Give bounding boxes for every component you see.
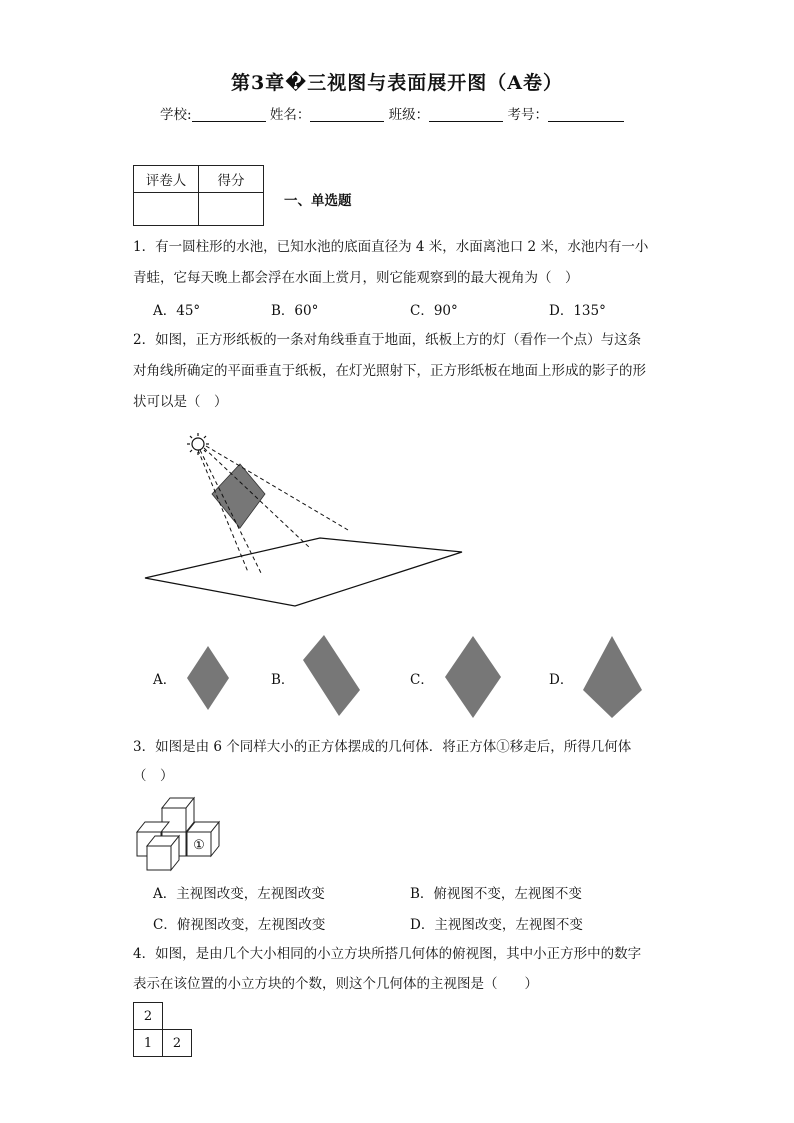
q2-shape-d (583, 636, 642, 718)
section-title: 一、单选题 (284, 193, 352, 209)
q3-line2: （ ） (133, 768, 174, 784)
ground-plane (145, 538, 462, 606)
q1-option-c: C．90° (410, 303, 458, 319)
q3-option-c: C．俯视图改变，左视图改变 (153, 917, 326, 933)
q3-line1: 3．如图是由 6 个同样大小的正方体摆成的几何体．将正方体①移走后，所得几何体 (133, 739, 632, 755)
q3-option-b: B．俯视图不变，左视图不变 (410, 886, 582, 902)
exam-no-label: 考号： (507, 107, 548, 123)
name-label: 姓名： (269, 107, 311, 123)
sun-icon (187, 433, 209, 455)
q2-option-b: B． (271, 672, 295, 688)
q2-shape-a (187, 646, 229, 710)
grader-header: 评卷人 (134, 166, 199, 193)
q2-option-c: C． (410, 672, 434, 688)
q3-option-a: A．主视图改变，左视图改变 (153, 886, 325, 902)
q4-grid-cell: 2 (163, 1030, 192, 1057)
q1-option-d: D．135° (549, 303, 606, 319)
q1-line1: 1．有一圆柱形的水池，已知水池的底面直径为 4 米，水面离池口 2 米，水池内有一小 (133, 239, 649, 255)
q1-option-b: B．60° (271, 303, 319, 319)
q4-grid-cell-empty (163, 1003, 192, 1030)
score-header: 得分 (199, 166, 264, 193)
school-label: 学校: (160, 107, 192, 123)
q4-grid-cell: 2 (134, 1003, 163, 1030)
q2-shape-b (303, 635, 360, 716)
q1-option-a: A．45° (153, 303, 201, 319)
q2-line1: 2．如图，正方形纸板的一条对角线垂直于地面，纸板上方的灯（看作一个点）与这条 (133, 332, 642, 348)
q4-line1: 4．如图，是由几个大小相同的小立方块所搭几何体的俯视图，其中小正方形中的数字 (133, 946, 642, 962)
q3-cube-mark: ① (193, 838, 205, 853)
square-board (212, 464, 265, 528)
q2-line2: 对角线所确定的平面垂直于纸板，在灯光照射下，正方形纸板在地面上形成的影子的形 (133, 363, 646, 379)
q2-option-a: A． (153, 672, 177, 688)
q4-line2: 表示在该位置的小立方块的个数，则这个几何体的主视图是（ ） (133, 976, 538, 992)
q1-line2: 青蛙，它每天晚上都会浮在水面上赏月，则它能观察到的最大视角为（ ） (133, 270, 579, 286)
q4-grid-cell: 1 (134, 1030, 163, 1057)
page-title: 第3章�三视图与表面展开图（A卷） (230, 72, 564, 94)
light-rays (198, 446, 348, 575)
q3-option-d: D．主视图改变，左视图不变 (410, 917, 583, 933)
q2-shape-c (445, 636, 501, 718)
q2-line3: 状可以是（ ） (133, 394, 228, 410)
q3-cube-figure (137, 798, 219, 870)
q2-option-d: D． (549, 672, 574, 688)
q4-top-view-grid (133, 1002, 192, 1057)
class-label: 班级： (388, 107, 430, 123)
